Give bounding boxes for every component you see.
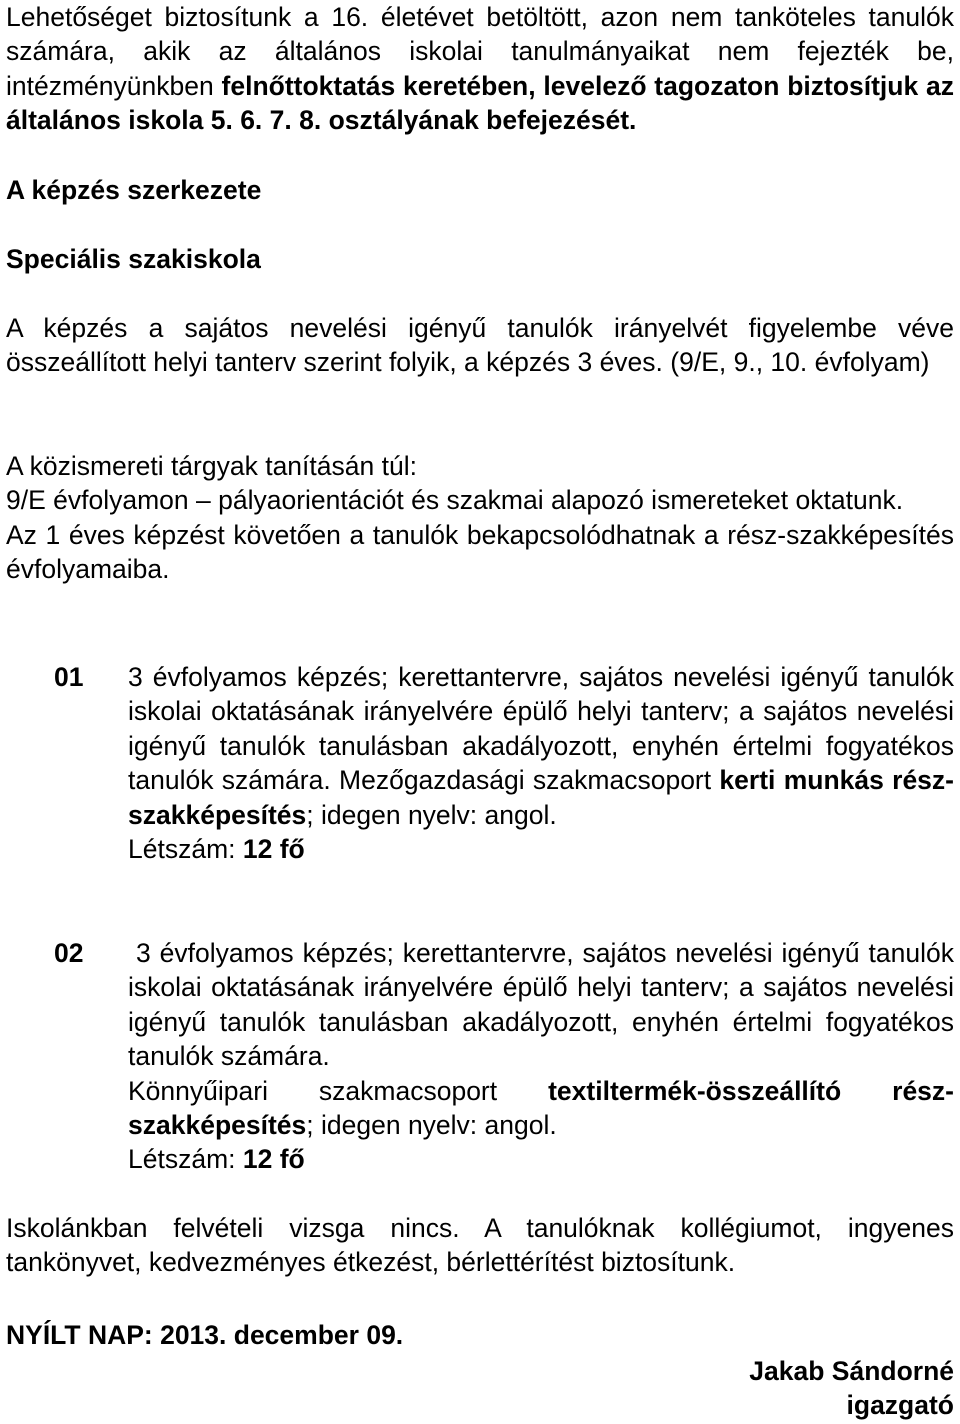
open-day: NYÍLT NAP: 2013. december 09. bbox=[6, 1320, 404, 1350]
heading-special-school: Speciális szakiskola bbox=[6, 244, 261, 274]
item-headcount bbox=[128, 832, 954, 866]
followup-line: Az 1 éves képzést követően a tanulók bekapcsolódhatnak a rész-szakképesítés évfolyamaiba. bbox=[6, 519, 954, 585]
item-text: 3 évfolyamos képzés; kerettantervre, sajátos nevelési igényű tanulók iskolai oktatásának irányelvére épülő helyi tanterv; a sajátos nevelési igényű tanulók tanulásban akadályozott, enyhén értelmi fogyatékos tanulók számára. bbox=[128, 938, 954, 1072]
headcount-value: 12 fő bbox=[242, 834, 305, 865]
headcount-label: Létszám: bbox=[128, 834, 243, 865]
signature-title: igazgató bbox=[846, 1390, 954, 1421]
item-language: ; idegen nyelv: angol. bbox=[306, 799, 557, 830]
item-group: Könnyűipari szakmacsoport bbox=[128, 1075, 549, 1106]
intro-paragraph bbox=[6, 0, 954, 138]
item-language: ; idegen nyelv: angol. bbox=[306, 1110, 557, 1141]
signature-name: Jakab Sándorné bbox=[749, 1356, 954, 1386]
item-description bbox=[128, 936, 954, 1177]
intro-text: Lehetőséget biztosítunk a 16. életévet betöltött, azon nem tanköteles tanulók számára, akik az általános iskolai tanulmányaikat nem fejezték be, intézményünkben bbox=[6, 2, 954, 101]
training-description: A képzés a sajátos nevelési igényű tanulók irányelvét figyelembe véve összeállított helyi tanterv szerint folyik, a képzés 3 éves. (9/E, 9., 10. évfolyam) bbox=[6, 313, 954, 378]
signature bbox=[749, 1354, 954, 1423]
item-headcount bbox=[128, 1142, 954, 1176]
item-qualification: textiltermék-összeállító rész-szakképesítés bbox=[128, 1075, 954, 1141]
closing-paragraph: Iskolánkban felvételi vizsga nincs. A tanulóknak kollégiumot, ingyenes tankönyvet, kedvezményes étkezést, bérlettérítést biztosítunk. bbox=[6, 1213, 954, 1278]
item-text: 3 évfolyamos képzés; kerettantervre, sajátos nevelési igényű tanulók iskolai oktatásának irányelvére épülő helyi tanterv; a sajátos nevelési igényű tanulók tanulásban akadályozott, enyhén értelmi fogyatékos tanulók számára. Mezőgazdasági szakmacsoport bbox=[128, 662, 954, 796]
grade-9e-line: 9/E évfolyamon – pályaorientációt és szakmai alapozó ismereteket oktatunk. bbox=[6, 485, 904, 516]
item-qualification-line bbox=[128, 1074, 954, 1143]
headcount-label: Létszám: bbox=[128, 1144, 243, 1175]
item-number: 02 bbox=[54, 938, 84, 968]
headcount-value: 12 fő bbox=[242, 1144, 305, 1175]
subjects-line: A közismereti tárgyak tanításán túl: bbox=[6, 451, 417, 481]
heading-structure: A képzés szerkezete bbox=[6, 175, 262, 205]
item-number: 01 bbox=[54, 662, 84, 692]
item-description bbox=[128, 660, 954, 866]
intro-bold-text: felnőttoktatás keretében, levelező tagozaton biztosítjuk az általános iskola 5. 6. 7. 8. osztályának befejezését. bbox=[6, 70, 954, 136]
subjects-paragraph bbox=[6, 449, 954, 587]
item-qualification: kerti munkás rész-szakképesítés bbox=[128, 765, 954, 830]
